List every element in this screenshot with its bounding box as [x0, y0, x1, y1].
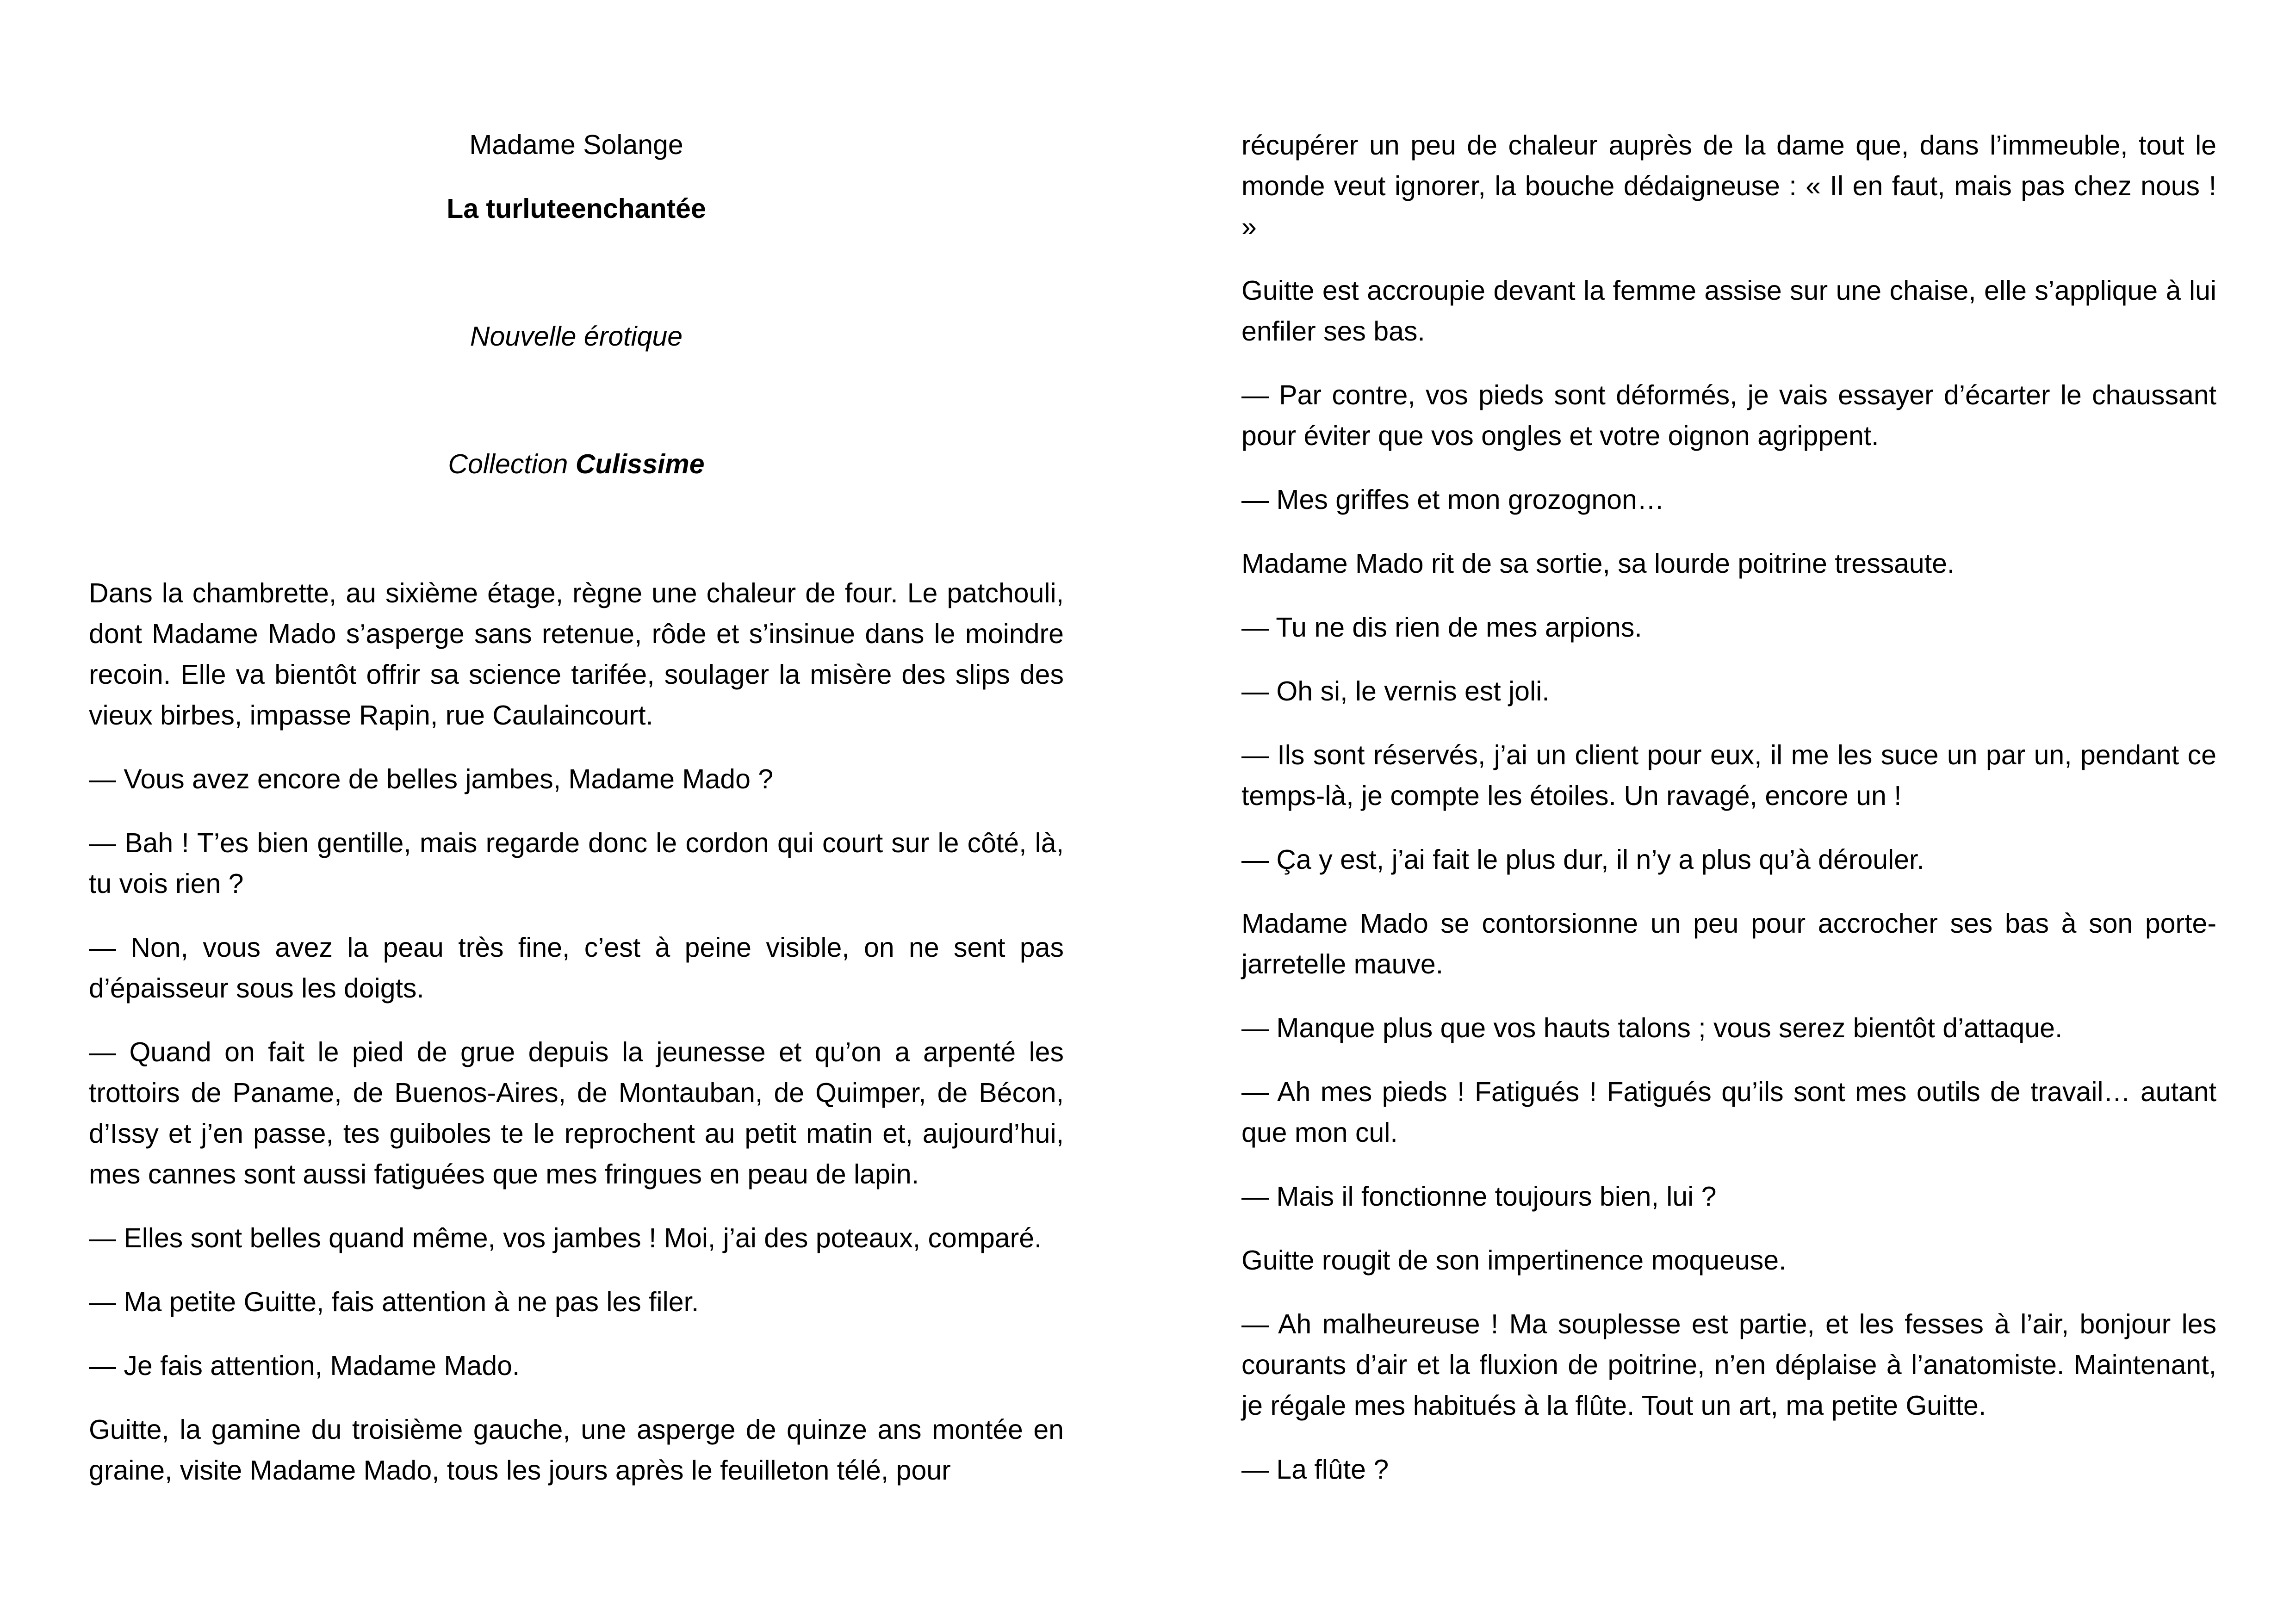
right-text-body	[1241, 125, 2216, 1513]
paragraph: — Elles sont belles quand même, vos jambes ! Moi, j’ai des poteaux, comparé.	[89, 1223, 1042, 1253]
paragraph: — La flûte ?	[1241, 1454, 1389, 1485]
book-title: La turluteenchantée	[447, 193, 706, 224]
paragraph: — Vous avez encore de belles jambes, Madame Mado ?	[89, 764, 774, 794]
paragraph: — Mes griffes et mon grozognon…	[1241, 484, 1664, 515]
paragraph: — Je fais attention, Madame Mado.	[89, 1350, 520, 1381]
collection-line	[89, 444, 1064, 484]
paragraph: Guitte est accroupie devant la femme assise sur une chaise, elle s’applique à lui enfiler ses bas.	[1241, 275, 2216, 347]
paragraph: — Tu ne dis rien de mes arpions.	[1241, 612, 1642, 643]
paragraph: Guitte, la gamine du troisième gauche, une asperge de quinze ans montée en graine, visite Madame Mado, tous les jours après le feuilleton télé, pour	[89, 1414, 1064, 1486]
paragraph: — Par contre, vos pieds sont déformés, je vais essayer d’écarter le chaussant pour éviter que vos ongles et votre oignon agrippent.	[1241, 380, 2216, 451]
paragraph: — Ma petite Guitte, fais attention à ne pas les filer.	[89, 1287, 699, 1317]
paragraph: Madame Mado rit de sa sortie, sa lourde poitrine tressaute.	[1241, 548, 1955, 579]
paragraph: — Bah ! T’es bien gentille, mais regarde donc le cordon qui court sur le côté, là, tu vois rien ?	[89, 828, 1064, 899]
paragraph: — Non, vous avez la peau très fine, c’est à peine visible, on ne sent pas d’épaisseur sous les doigts.	[89, 932, 1064, 1004]
paragraph: Guitte rougit de son impertinence moqueuse.	[1241, 1245, 1787, 1276]
paragraph: Madame Mado se contorsionne un peu pour accrocher ses bas à son porte-jarretelle mauve.	[1241, 908, 2216, 979]
paragraph: — Manque plus que vos hauts talons ; vous serez bientôt d’attaque.	[1241, 1013, 2063, 1043]
genre-label: Nouvelle érotique	[470, 321, 683, 352]
paragraph: — Ça y est, j’ai fait le plus dur, il n’y a plus qu’à dérouler.	[1241, 844, 1924, 875]
paragraph: Dans la chambrette, au sixième étage, règne une chaleur de four. Le patchouli, dont Madame Mado s’asperge sans retenue, rôde et s’insinue dans le moindre recoin. Elle va bientôt offrir sa science tarifée, soulager la misère des slips des vieux birbes, impasse Rapin, rue Caulaincourt.	[89, 578, 1064, 731]
paragraph: — Ils sont réservés, j’ai un client pour eux, il me les suce un par un, pendant ce temps-là, je compte les étoiles. Un ravagé, encore un !	[1241, 740, 2216, 811]
paragraph: récupérer un peu de chaleur auprès de la dame que, dans l’immeuble, tout le monde veut ignorer, la bouche dédaigneuse : « Il en faut, mais pas chez nous ! »	[1241, 130, 2216, 242]
author-name: Madame Solange	[469, 130, 683, 160]
collection-prefix: Collection	[448, 449, 576, 479]
paragraph: — Oh si, le vernis est joli.	[1241, 676, 1550, 706]
paragraph: — Ah mes pieds ! Fatigués ! Fatigués qu’ils sont mes outils de travail… autant que mon cul.	[1241, 1077, 2216, 1148]
paragraph: — Quand on fait le pied de grue depuis la jeunesse et qu’on a arpenté les trottoirs de Paname, de Buenos-Aires, de Montauban, de Quimper, de Bécon, d’Issy et j’en passe, tes guiboles te le reprochent au petit matin et, aujourd’hui, mes cannes sont aussi fatiguées que mes fringues en peau de lapin.	[89, 1037, 1064, 1189]
left-text-body	[89, 573, 1064, 1514]
collection-name: Culissime	[575, 449, 705, 479]
paragraph: — Mais il fonctionne toujours bien, lui ?	[1241, 1181, 1717, 1212]
paragraph: — Ah malheureuse ! Ma souplesse est partie, et les fesses à l’air, bonjour les courants d’air et la fluxion de poitrine, n’en déplaise à l’anatomiste. Maintenant, je régale mes habitués à la flûte. Tout un art, ma petite Guitte.	[1241, 1309, 2216, 1421]
